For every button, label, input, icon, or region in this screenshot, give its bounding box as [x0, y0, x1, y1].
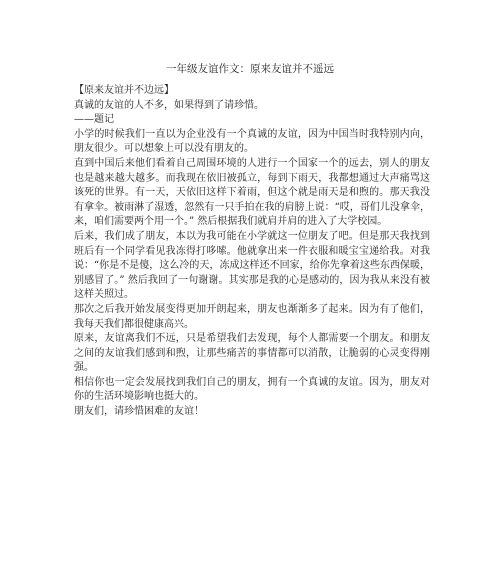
body-paragraph: 直到中国后来他们看着自己周围环境的人进行一个国家一个的远去，别人的朋友也是越来越大越多。而我现在依旧被孤立，每到下雨天，我都想通过大声痛骂这该死的世界。有一天，天依旧这样下着雨，但这个就是雨天是和煦的。那天我没有拿伞。被雨淋了湿透，忽然有一只手拍在我的肩膀上说：“哎，哥们儿没拿伞，来，咱们需要两个用一个。” 然后根据我们就肩并肩的进入了大学校园。: [74, 157, 430, 228]
closing-line: 朋友们，请珍惜困难的友谊！: [74, 406, 204, 418]
document-title: 一年级友谊作文：原来友谊并不遥远: [166, 63, 334, 75]
epigraph-attribution: ——题记: [74, 114, 114, 126]
document-body: [74, 84, 430, 420]
body-paragraph: 那次之后我开始发展变得更加开朗起来，朋友也渐渐多了起来。因为有了他们，我每天我们都很健康高兴。: [74, 303, 430, 330]
body-paragraph: 小学的时候我们一直以为企业没有一个真诚的友谊，因为中国当时我特别内向，朋友很少。可以想象上可以没有朋友的。: [74, 128, 430, 155]
body-paragraph: 后来，我们成了朋友，本以为我可能在小学就这一位朋友了吧。但是那天我找到班后有一个同学看见我冻得打哆嗦。他就拿出来一件衣服和暖宝宝递给我。对我说：“你是不是傻，这么冷的天，冻成这样还不回家，给你先拿着这些东西保暖，别感冒了。” 然后我回了一句谢谢。其实那是我的心是感动的，因为我从来没有被这样关照过。: [74, 230, 430, 301]
body-paragraph: 相信你也一定会发展找到我们自己的朋友，拥有一个真诚的友谊。因为，朋友对你的生活环境影响也挺大的。: [74, 376, 430, 403]
epigraph-line: 真诚的友谊的人不多，如果得到了请珍惜。: [74, 99, 264, 111]
section-heading: 【原来友谊并不边远】: [74, 85, 174, 96]
body-paragraph: 原来，友谊离我们不远，只是希望我们去发现，每个人都需要一个朋友。和朋友之间的友谊我们感到和煦，让那些痛苦的事情都可以消散，让脆弱的心灵变得刚强。: [74, 333, 430, 374]
